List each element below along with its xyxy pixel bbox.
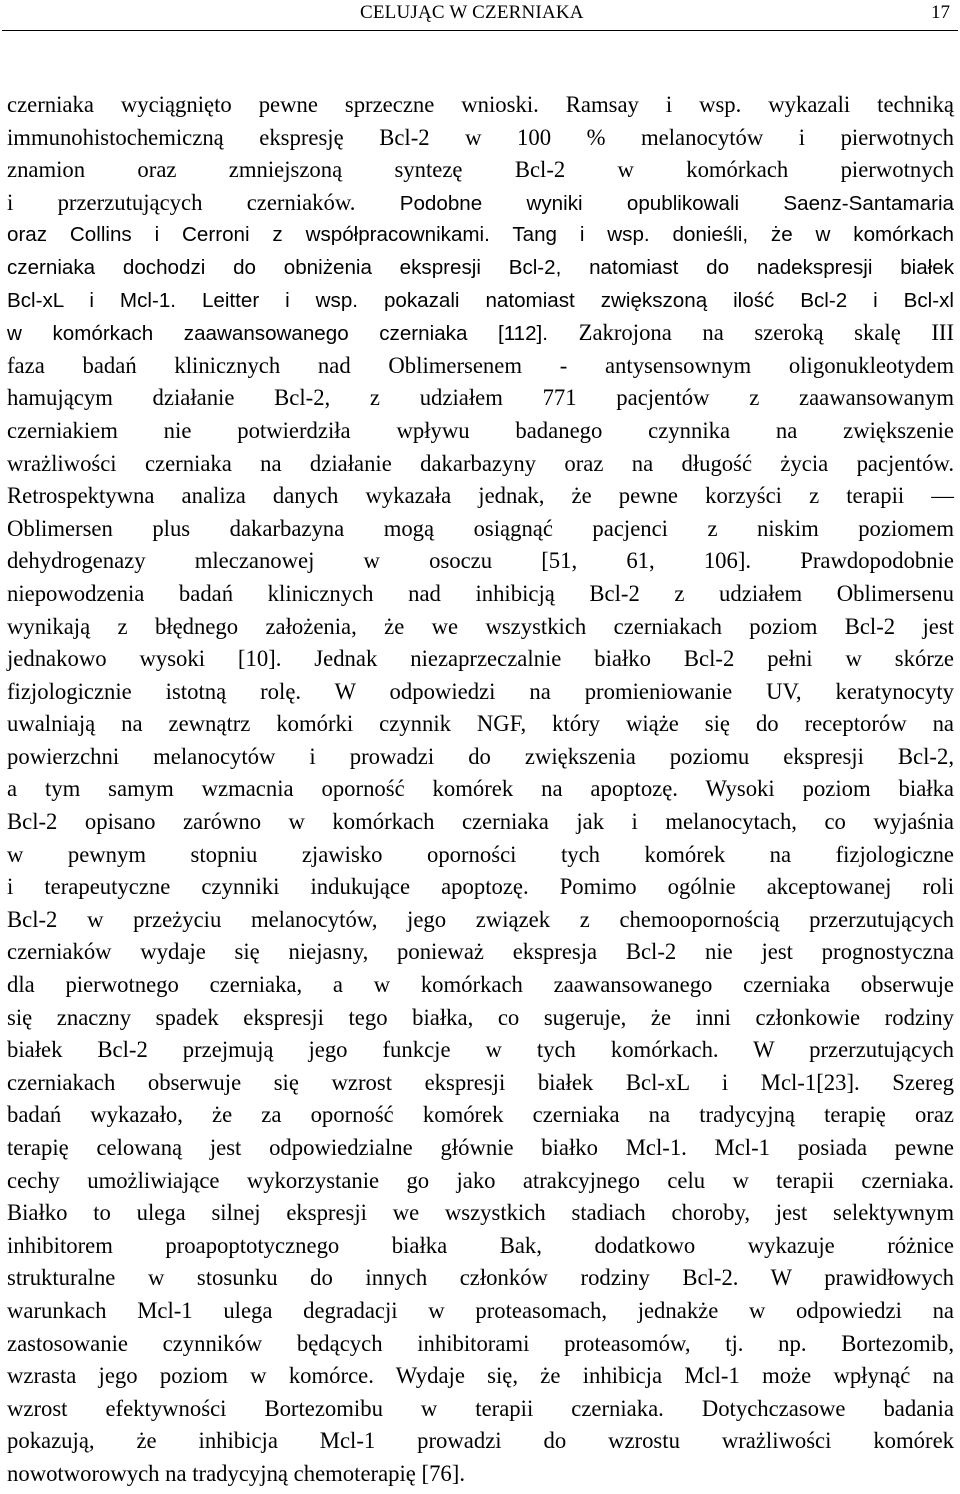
text-line: pokazują, że inhibicja Mcl-1 prowadzi do wzrostu wrażliwości komórek xyxy=(7,1428,954,1454)
text-line: czerniakach obserwuje się wzrost ekspresji białek Bcl-xL i Mcl-1[23]. Szereg xyxy=(7,1069,954,1095)
text-line: dehydrogenazy mleczanowej w osoczu [51, 61, 106]. Prawdopodobnie xyxy=(7,548,954,574)
text-line: Bcl-xL i Mcl-1. Leitter i wsp. pokazali natomiast zwiększoną ilość Bcl-2 i Bcl-xl xyxy=(7,288,954,312)
text-segment: Zakrojona na szeroką skalę III xyxy=(578,320,954,346)
text-line: białek Bcl-2 przejmują jego funkcje w tych komórkach. W przerzutujących xyxy=(7,1037,954,1063)
running-title: CELUJĄC W CZERNIAKA xyxy=(360,2,584,23)
text-line: niepowodzenia badań klinicznych nad inhibicją Bcl-2 z udziałem Oblimersenu xyxy=(7,580,954,606)
body-text xyxy=(7,89,954,1491)
text-line: oraz Collins i Cerroni z współpracownikami. Tang i wsp. donieśli, że w komórkach xyxy=(7,223,954,247)
text-line: faza badań klinicznych nad Oblimersenem - antysensownym oligonukleotydem xyxy=(7,352,954,378)
text-line: w pewnym stopniu zjawisko oporności tych komórek na fizjologiczne xyxy=(7,841,954,867)
text-line: czerniaków wydaje się niejasny, ponieważ ekspresja Bcl-2 nie jest prognostyczna xyxy=(7,939,954,965)
text-line: wynikają z błędnego założenia, że we wszystkich czerniakach poziom Bcl-2 jest xyxy=(7,613,954,639)
text-line: wzrasta jego poziom w komórce. Wydaje się, że inhibicja Mcl-1 może wpłynąć na xyxy=(7,1363,954,1389)
text-line: terapię celowaną jest odpowiedzialne głównie białko Mcl-1. Mcl-1 posiada pewne xyxy=(7,1135,954,1160)
text-segment: i przerzutujących czerniaków. xyxy=(7,189,400,215)
text-line: Białko to ulega silnej ekspresji we wszystkich stadiach choroby, jest selektywnym xyxy=(7,1200,954,1226)
text-line: Bcl-2 opisano zarówno w komórkach czerniaka jak i melanocytach, co wyjaśnia xyxy=(7,809,954,835)
text-line: warunkach Mcl-1 ulega degradacji w proteasomach, jednakże w odpowiedzi na xyxy=(7,1297,954,1323)
text-line: Bcl-2 w przeżyciu melanocytów, jego związek z chemoopornością przerzutujących xyxy=(7,906,954,932)
text-line: fizjologicznie istotną rolę. W odpowiedzi na promieniowanie UV, keratynocyty xyxy=(7,678,954,704)
text-line: immunohistochemiczną ekspresję Bcl-2 w 100 % melanocytów i pierwotnych xyxy=(7,124,954,150)
text-line: powierzchni melanocytów i prowadzi do zwiększenia poziomu ekspresji Bcl-2, xyxy=(7,743,954,769)
text-line: się znaczny spadek ekspresji tego białka, co sugeruje, że inni członkowie rodziny xyxy=(7,1004,954,1030)
text-line: czerniakiem nie potwierdziła wpływu badanego czynnika na zwiększenie xyxy=(7,417,954,443)
text-line xyxy=(7,187,954,220)
header-rule xyxy=(2,30,958,31)
text-segment: w komórkach zaawansowanego czerniaka [112]. xyxy=(7,322,579,346)
page-header xyxy=(0,0,960,34)
text-line: znamion oraz zmniejszoną syntezę Bcl-2 w komórkach pierwotnych xyxy=(7,157,954,183)
text-line: wzrost efektywności Bortezomibu w terapii czerniaka. Dotychczasowe badania xyxy=(7,1395,954,1421)
text-line: badań wykazało, że za oporność komórek czerniaka na tradycyjną terapię oraz xyxy=(7,1102,954,1128)
text-line: Retrospektywna analiza danych wykazała jednak, że pewne korzyści z terapii — xyxy=(7,483,954,509)
text-line: a tym samym wzmacnia oporność komórek na apoptozę. Wysoki poziom białka xyxy=(7,776,954,802)
text-line: inhibitorem proapoptotycznego białka Bak, dodatkowo wykazuje różnice xyxy=(7,1232,954,1258)
text-segment: Podobne wyniki opublikowali Saenz-Santamaria xyxy=(399,191,954,215)
text-line: czerniaka dochodzi do obniżenia ekspresji Bcl-2, natomiast do nadekspresji białek xyxy=(7,255,954,279)
text-line: dla pierwotnego czerniaka, a w komórkach zaawansowanego czerniaka obserwuje xyxy=(7,972,954,998)
page-number: 17 xyxy=(931,2,950,23)
text-line: cechy umożliwiające wykorzystanie go jako atrakcyjnego celu w terapii czerniaka. xyxy=(7,1167,954,1193)
text-line: hamującym działanie Bcl-2, z udziałem 771 pacjentów z zaawansowanym xyxy=(7,385,954,411)
text-line: wrażliwości czerniaka na działanie dakarbazyny oraz na długość życia pacjentów. xyxy=(7,450,954,476)
text-line: nowotworowych na tradycyjną chemoterapię [76]. xyxy=(7,1460,465,1486)
text-line: czerniaka wyciągnięto pewne sprzeczne wnioski. Ramsay i wsp. wykazali techniką xyxy=(7,92,954,117)
text-line: i terapeutyczne czynniki indukujące apoptozę. Pomimo ogólnie akceptowanej roli xyxy=(7,874,954,900)
text-line xyxy=(7,317,954,350)
text-line: zastosowanie czynników będących inhibitorami proteasomów, tj. np. Bortezomib, xyxy=(7,1330,954,1356)
text-line: strukturalne w stosunku do innych członków rodziny Bcl-2. W prawidłowych xyxy=(7,1265,954,1291)
text-line: Oblimersen plus dakarbazyna mogą osiągnąć pacjenci z niskim poziomem xyxy=(7,515,954,541)
text-line: jednakowo wysoki [10]. Jednak niezaprzeczalnie białko Bcl-2 pełni w skórze xyxy=(7,646,954,672)
text-line: uwalniają na zewnątrz komórki czynnik NGF, który wiąże się do receptorów na xyxy=(7,711,954,737)
